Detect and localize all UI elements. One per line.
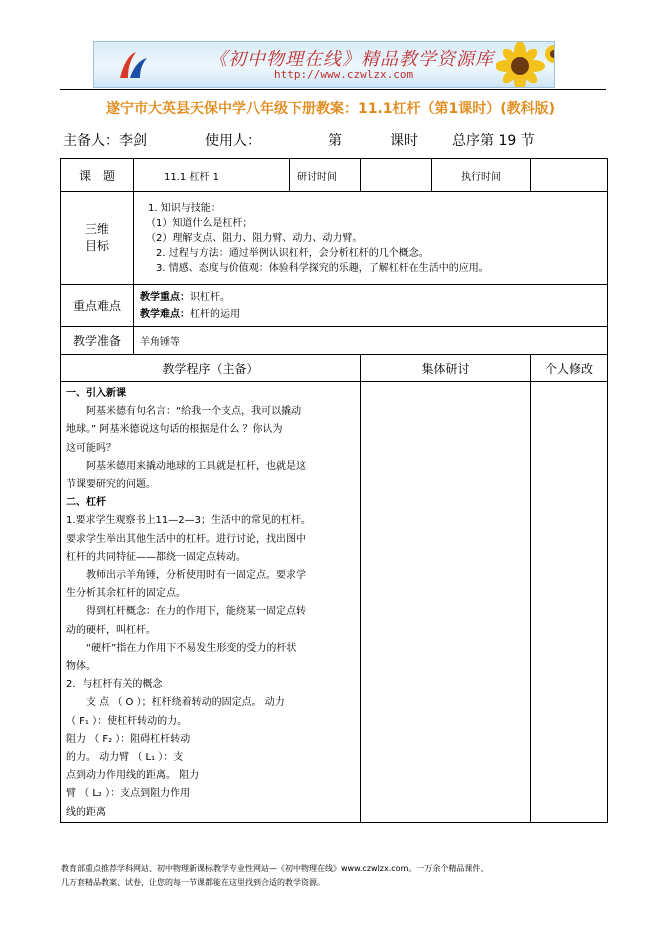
- topic-label: 课 题: [61, 159, 134, 192]
- di-label: 第: [328, 133, 342, 149]
- program-row: [61, 382, 608, 823]
- banner-url[interactable]: http://www.czwlzx.com: [274, 68, 414, 81]
- personal-header: 个人修改: [531, 355, 608, 382]
- key-points-label: 重点难点: [61, 285, 134, 327]
- footer: [61, 862, 601, 890]
- prep-label: 教学准备: [61, 327, 134, 355]
- footer-line-2: 几万套精品教案、试卷，让您的每一节课都能在这里找到合适的教学资源。: [61, 878, 325, 887]
- prep-row: [61, 327, 608, 355]
- banner-title: 《初中物理在线》精品教学资源库: [209, 49, 494, 70]
- sunflower-image: [496, 41, 555, 88]
- goals-row: [61, 192, 608, 285]
- group-header: 集体研讨: [361, 355, 531, 382]
- group-discussion-cell[interactable]: [361, 382, 531, 823]
- goals-label: 三维 目标: [61, 192, 134, 285]
- lesson-plan-table: [60, 158, 608, 823]
- exec-time-label: 执行时间: [432, 159, 531, 192]
- research-time-label: 研讨时间: [290, 159, 361, 192]
- exec-time-value[interactable]: [531, 159, 608, 192]
- sequence: 总序第 19 节: [452, 133, 535, 149]
- header-banner: [93, 41, 555, 88]
- personal-edit-cell[interactable]: [531, 382, 608, 823]
- preparer: 主备人：李剑: [63, 133, 147, 149]
- footer-line-1: 教育部重点推荐学科网站、初中物理新课标教学专业性网站—《初中物理在线》www.czwlzx.com。一万余个精品课件、: [61, 864, 489, 873]
- goals-content: 1. 知识与技能： （1）知道什么是杠杆； （2）理解支点、阻力、阻力臂、动力、动力臂。 2. 过程与方法：通过举例认识杠杆，会分析杠杆的几个概念。 3. 情感、态度与价值观：体验科学探究的乐趣，了解杠杆在生活中的应用。: [134, 192, 608, 285]
- prep-content: 羊角锤等: [134, 327, 608, 355]
- program-header-row: [61, 355, 608, 382]
- document-title: 遂宁市大英县天保中学八年级下册教案：11.1杠杆（第1课时）(教科版): [105, 101, 556, 117]
- key-points-row: [61, 285, 608, 327]
- topic-value: 11.1 杠杆 1: [134, 159, 290, 192]
- topic-row: [61, 159, 608, 192]
- research-time-value[interactable]: [361, 159, 432, 192]
- logo-icon: [116, 48, 150, 82]
- program-content: 一、引入新课 阿基米德有句名言：“给我一个支点，我可以撬动 地球。” 阿基米德说这句话的根据是什么 ？你认为 这可能吗？ 阿基米德用来撬动地球的工具就是杠杆，也就是这 节课要研究的问题。 二、杠杆 1.要求学生观察书上11—2—3；生活中的常见的杠杆。 要求学生举出其他生活中的杠杆。进行讨论，找出图中 杠杆的共同特征——都绕一固定点转动。 教师出示羊角锤，分析使用时有一固定点。要求学 生分析其余杠杆的固定点。 得到杠杆概念：在力的作用下，能绕某一固定点转 动的硬杆，叫杠杆。 “硬杆”指在力作用下不易发生形变的受力的杆状 物体。 2．与杠杆有关的概念 支 点 （ O ）；杠杆绕着转动的固定点。 动力 （ F₁ ）：使杠杆转动的力。 阻力 （ F₂ ）：阻碍杠杆转动 的力。 动力臂 （ L₁ ）：支 点到动力作用线的距离。 阻力 臂 （ L₂ ）：支点到阻力作用 线的距离: [61, 382, 361, 823]
- key-points-content: 教学重点：识杠杆。 教学难点：杠杆的运用: [134, 285, 608, 327]
- header-rule: [60, 89, 606, 90]
- program-header: 教学程序（主备）: [61, 355, 361, 382]
- lesson-label: 课时: [390, 133, 418, 149]
- user: 使用人：: [205, 133, 261, 149]
